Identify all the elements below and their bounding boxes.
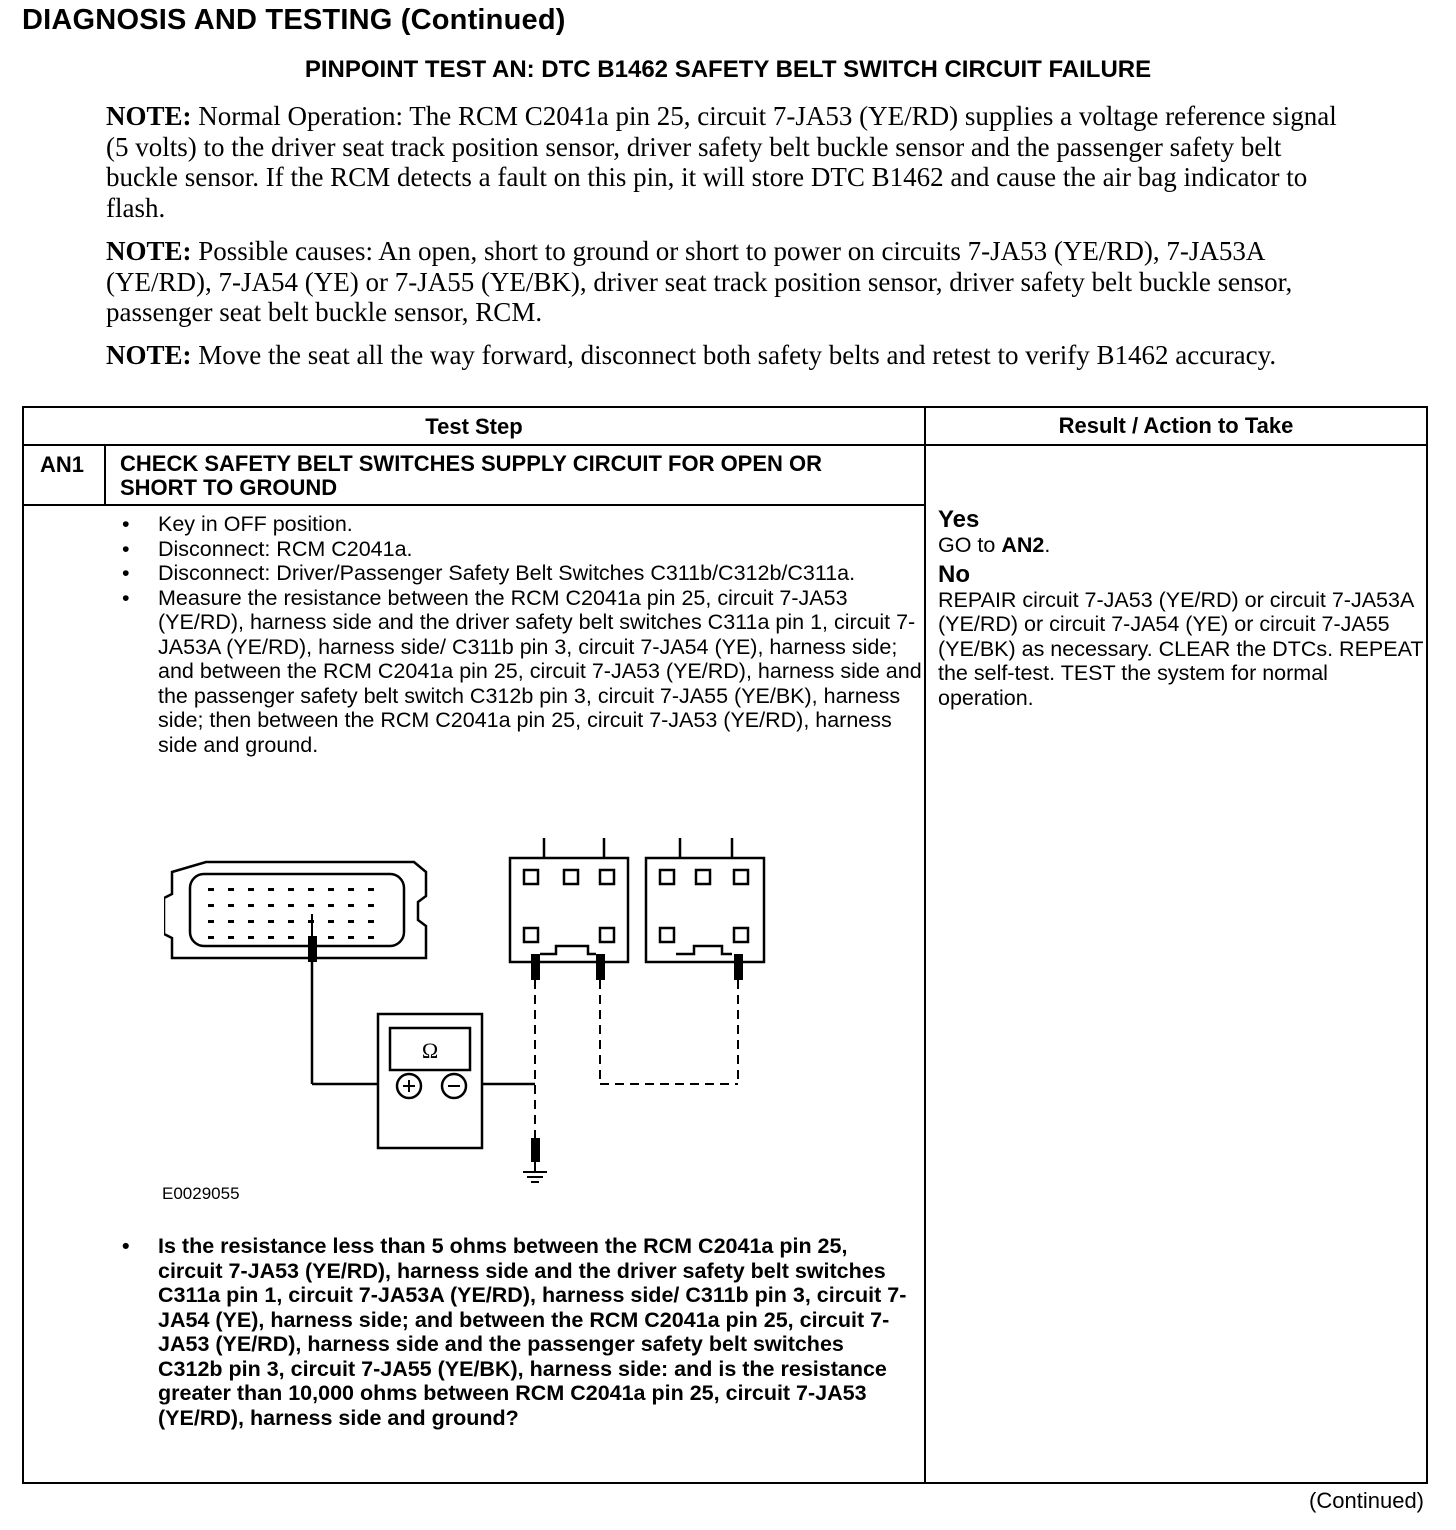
note-possible-causes [106,236,1356,328]
step-item: • Disconnect: Driver/Passenger Safety Belt Switches C311b/C312b/C311a. [132,561,932,586]
note-text: Move the seat all the way forward, disconnect both safety belts and retest to verify B1462 accuracy. [191,340,1277,370]
switch-probes [464,954,743,1138]
pinpoint-test-table [22,406,1428,1484]
test-question [132,1234,912,1430]
header-divider [24,444,1426,446]
passenger-belt-switch-connector [646,838,764,962]
note-label: NOTE: [106,340,192,370]
ground-probe [523,1138,547,1182]
note-label: NOTE: [106,236,192,266]
yes-action-prefix: GO to [938,532,1002,557]
measurement-diagram [164,838,784,1198]
test-step-list [132,512,932,757]
driver-belt-switch-connector [510,838,628,962]
yes-target-step[interactable]: AN2 [1001,532,1045,557]
continued-footer: (Continued) [1309,1488,1424,1513]
yes-action-suffix: . [1044,532,1051,557]
step-title-divider [24,504,924,506]
rcm-pin-grid [208,888,374,939]
step-item: • Measure the resistance between the RCM C2041a pin 25, circuit 7-JA53 (YE/RD), harness side and the driver safety belt switches C311a pin 1, circuit 7-JA53A (YE/RD), harness side/ C311b pin 3, circuit 7-JA54 (YE), harness side; and between the RCM C2041a pin 25, circuit 7-JA53 (YE/RD), harness side and the passenger safety belt switch C312b pin 3, circuit 7-JA55 (YE/BK), harness side; then between the RCM C2041a pin 25, circuit 7-JA53 (YE/RD), harness side and ground. [132,586,932,758]
page-heading: DIAGNOSIS AND TESTING (Continued) [22,4,566,36]
note-retest [106,340,1356,371]
step-id-divider [104,444,106,506]
step-id: AN1 [40,452,85,477]
header-test-step: Test Step [425,414,523,439]
step-item: • Disconnect: RCM C2041a. [132,537,932,562]
note-normal-operation [106,101,1356,223]
result-action-column [938,508,1428,710]
note-label: NOTE: [106,101,192,131]
figure-id: E0029055 [162,1184,240,1203]
rcm-probe [308,914,382,1084]
ohm-symbol: Ω [421,1038,439,1063]
pinpoint-test-title: PINPOINT TEST AN: DTC B1462 SAFETY BELT SWITCH CIRCUIT FAILURE [304,56,1152,83]
question-text: • Is the resistance less than 5 ohms between the RCM C2041a pin 25, circuit 7-JA53 (YE/RD), harness side and the driver safety belt switches C311a pin 1, circuit 7-JA53A (YE/RD), harness side/ C311b pin 3, circuit 7-JA54 (YE), harness side; and between the RCM C2041a pin 25, circuit 7-JA53 (YE/RD), harness side and the passenger safety belt switches C312b pin 3, circuit 7-JA55 (YE/BK), harness side: and is the resistance greater than 10,000 ohms between RCM C2041a pin 25, circuit 7-JA53 (YE/RD), harness side and ground? [132,1234,912,1430]
note-text: Normal Operation: The RCM C2041a pin 25, circuit 7-JA53 (YE/RD) supplies a voltage reference signal (5 volts) to the driver seat track position sensor, driver safety belt buckle sensor and the passenger safety belt buckle sensor. If the RCM detects a fault on this pin, it will store DTC B1462 and cause the air bag indicator to flash. [106,101,1337,223]
no-action: REPAIR circuit 7-JA53 (YE/RD) or circuit 7-JA53A (YE/RD) or circuit 7-JA54 (YE) or circuit 7-JA55 (YE/BK) as necessary. CLEAR the DTCs. REPEAT the self-test. TEST the system for normal operation. [938,587,1424,710]
header-result-action: Result / Action to Take [1058,413,1294,438]
no-label: No [938,561,970,588]
yes-label: Yes [938,506,980,533]
note-text: Possible causes: An open, short to ground or short to power on circuits 7-JA53 (YE/RD), 7-JA53A (YE/RD), 7-JA54 (YE) or 7-JA55 (YE/BK), driver seat track position sensor, driver safety belt buckle sensor, passenger seat belt buckle sensor, RCM. [106,236,1293,327]
step-title: CHECK SAFETY BELT SWITCHES SUPPLY CIRCUIT FOR OPEN OR SHORT TO GROUND [120,451,823,500]
step-item: • Key in OFF position. [132,512,932,537]
yes-action [938,533,1428,558]
rcm-connector [164,862,426,958]
ohmmeter [378,1014,482,1148]
